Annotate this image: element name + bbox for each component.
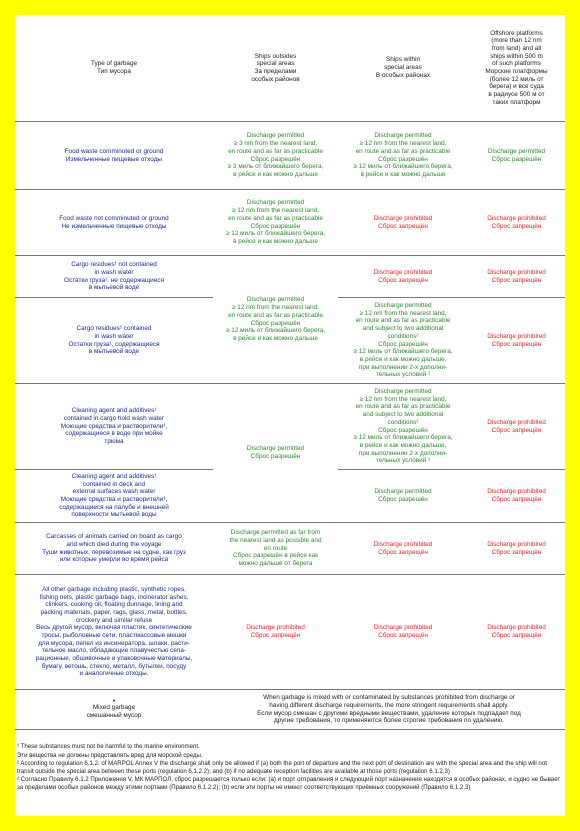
header-outside: Ships outsides special areas За пределами особых районов xyxy=(213,15,338,122)
row-cargo-not-contained-offshore: Discharge prohibited Сброс запрещён xyxy=(487,268,546,284)
row-cargo-not-contained-within: Discharge prohibited Сброс запрещён xyxy=(373,268,433,284)
row-cleaning-hold-offshore: Discharge prohibited Сброс запрещён xyxy=(487,418,546,434)
row-carcasses-offshore: Discharge prohibited Сброс запрещён xyxy=(487,540,546,556)
row-cleaning-deck-offshore: Discharge prohibited Сброс запрещён xyxy=(487,488,546,503)
garbage-discharge-table xyxy=(15,15,565,730)
row-mixed-note: When garbage is mixed with or contaminated by substances prohibited from discharge or having different discharge requirements, the more stringent requirements shall apply. Если мусор смешан с другими вредными веществами, удаление которых подпадает под другие требования, то применяются более строгие требования по удалению. xyxy=(257,694,521,725)
row-all-other-outside: Discharge prohibited Сброс запрещён xyxy=(246,624,305,639)
row-food-not-comminuted-within: Discharge prohibited Сброс запрещён xyxy=(373,214,433,230)
header-within: Ships within special areas В особых районах xyxy=(338,15,468,122)
footnote-2-en: ² According to regulation 6.1.2. of MARPOL Annex V the discharge shall only be allowed if (a) both the port of departure and the next port of destination are with the special area and the ship will not transit outside the special area between these ports (regulation 6.1.2.2); and (b) if no adequate reception facilities are available at those ports (regulation 6.1.2.3) xyxy=(17,760,547,775)
table-row xyxy=(15,190,565,256)
header-type: Type of garbage Тип мусора xyxy=(15,15,213,122)
footnotes xyxy=(15,743,565,793)
table-row xyxy=(15,690,565,730)
row-cleaning-deck-type: Cleaning agent and additives¹ contained in deck and external surfaces wash water Моющие средства и растворители¹, содержащиеся на палубе и внешней поверхности мытьевой воды xyxy=(59,472,169,519)
row-cleaning-deck-within: Discharge permitted Сброс разрешён xyxy=(374,488,432,503)
row-cleaning-hold-within: Discharge permitted ≥ 12 nm from the nearest land, en route and as far as practicable and subject to two additional conditions² Сброс разрешён ≥ 12 миль от ближайшего берега, в рейсе и как можно дальше, при выполнении 2-х дополни- тельных условий ² xyxy=(353,388,453,465)
row-all-other-within: Discharge prohibited Сброс запрещён xyxy=(373,624,433,639)
row-carcasses-outside: Discharge permitted as far from the nearest land as possible and en route Сброс разрешён в рейсе как можно дальше от берега xyxy=(229,529,322,568)
garbage-table-sheet xyxy=(15,15,565,816)
row-carcasses-type: Carcasses of animals carried on board as cargo and which died during the voyage Туши животных, перевозимые на судне, как груз или которые умерли во время рейса xyxy=(42,533,186,564)
footnote-1-ru: Эти вещества не должны представлять вред для морской среды. xyxy=(17,751,203,759)
row-cargo-contained-offshore: Discharge prohibited Сброс запрещён xyxy=(487,332,546,348)
row-all-other-offshore: Discharge prohibited Сброс запрещён xyxy=(487,624,546,639)
row-food-not-comminuted-offshore: Discharge prohibited Сброс запрещён xyxy=(487,214,546,230)
row-cleaning-hold-type: Cleaning agent and additives¹ contained in cargo hold wash water Моющие средства и растворители¹, содержащиеся в воде при мойке трюма xyxy=(60,407,168,446)
table-header-row xyxy=(15,15,565,122)
row-food-not-comminuted-outside: Discharge permitted ≥ 12 nm from the nearest land, en route and as far as practicable Сброс разрешён ≥ 12 миль от ближайшего берега, в рейсе и как можно дальше xyxy=(225,199,326,245)
bullet-dot: • xyxy=(112,698,116,706)
row-cargo-contained-within: Discharge permitted ≥ 12 nm from the nearest land, en route and as far as practicable and subject to two additional conditions² Сброс разрешён ≥ 12 миль от ближайшего берега, в рейсе и как можно дальше, при выполнении 2-х дополни- тельных условий ² xyxy=(353,302,453,379)
header-offshore: Offshore platforms (more than 12 nm from land) and all ships within 500 m of such platforms Морские платформы (более 12 миль от берега) и все суда в радиусе 500 м от таких платформ xyxy=(468,15,565,122)
footnote-2-ru: ² Согласно Правилу 6.1.2 Приложения V, МК МАРПОЛ, сброс разрешается только если: (а) и порт отправления и следующий порт назначения находятся в особых районах, и судно не бывает за пределами особых районов между этими портами (Правило 6.1.2.2); (b) если эти порты не имеют соответствующих приёмных сооружений (Правило 6.1.2.3) xyxy=(17,776,561,792)
table-row xyxy=(15,575,565,690)
row-food-comminuted-type: Food waste comminuted or ground Измельченные пищевые отходы xyxy=(64,147,164,163)
row-food-comminuted-outside: Discharge permitted ≥ 3 nm from the nearest land, en route and as far as practicable Сброс разрешён ≥ 3 миль от ближайшего берега, в рейсе и как можно дальше xyxy=(227,132,324,178)
row-cargo-contained-type: Cargo residues¹ contained in wash water Остатки груза¹, содержащиеся в мытьевой воде xyxy=(68,325,160,356)
table-row xyxy=(15,256,565,298)
table-row xyxy=(15,384,565,470)
footnote-1-en: ¹ These substances must not be harmful to the marine environment. xyxy=(17,743,200,750)
row-food-comminuted-offshore: Discharge permitted Сброс разрешён xyxy=(487,147,546,163)
table-row xyxy=(15,523,565,575)
table-row xyxy=(15,122,565,190)
row-food-comminuted-within: Discharge permitted ≥ 12 nm from the nearest land, en route and as far as practicable Сброс разрешён ≥ 12 миль от ближайшего берега, в рейсе и как можно дальше xyxy=(353,132,453,178)
row-cargo-outside: Discharge permitted ≥ 12 nm from the nearest land, en route and as far as practicable Сброс разрешён ≥ 12 миль от ближайшего берега, в рейсе и как можно дальше xyxy=(225,296,326,342)
row-all-other-type: All other garbage including plastic, synthetic ropes, fishing nets, plastic garbage bags, incinerator ashes, clinkers, cooking oil, floating dunnage, lining and packing materials, paper, rags, glass, metal, bottles, crockery and similar refuse Весь другой мусор, включая пластик, синтетические тросы, рыболовные сети, пластмассовые мешки для мусора, пепел из инсинератора, шлаки, расти- тельное масло, обладающие плавучестью сепа- рационные, обшивочные и упаковочные материалы, бумагу, ветошь, стекло, металл, бутылки, посуду и аналогичные отходы. xyxy=(35,585,193,678)
row-cargo-not-contained-type: Cargo residues¹ not contained in wash water Остатки груза¹, не содержащиеся в мытьевой воде xyxy=(64,261,164,292)
row-mixed-type: Mixed garbage смешанный мусор xyxy=(86,704,142,719)
row-carcasses-within: Discharge prohibited Сброс запрещён xyxy=(373,540,433,556)
row-cleaning-outside: Discharge permitted Сброс разрешён xyxy=(246,445,305,460)
row-food-not-comminuted-type: Food waste not comminuted or ground Не измельченные пищевые отходы xyxy=(59,214,169,230)
